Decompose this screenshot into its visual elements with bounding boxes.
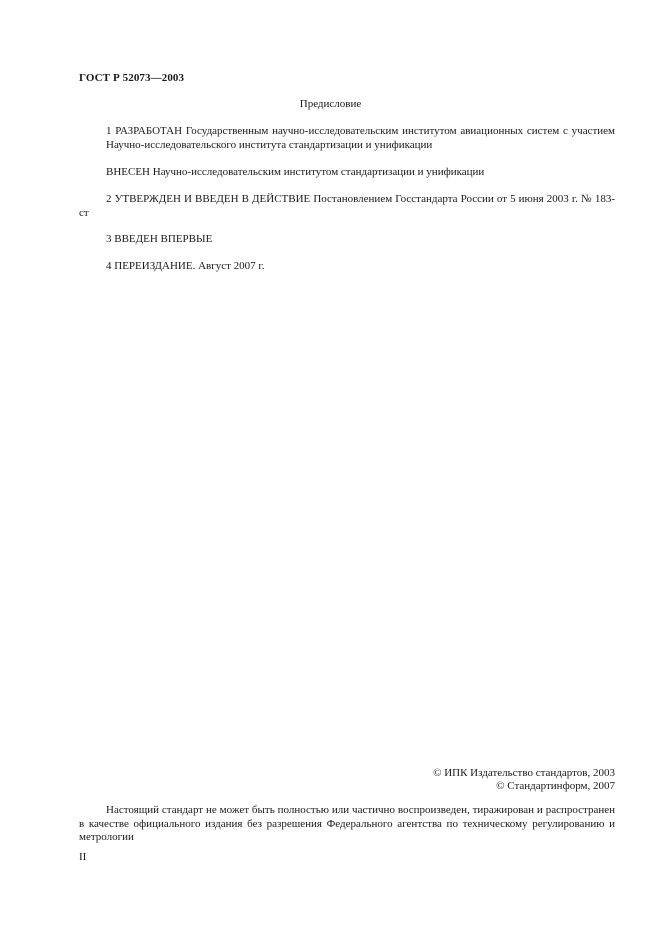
paragraph-developed: 1 РАЗРАБОТАН Государственным научно-исследовательским институтом авиационных систем с участием Научно-исследовательского института стандартизации и унификации xyxy=(106,125,615,151)
paragraph-first-introduced: 3 ВВЕДЕН ВПЕРВЫЕ xyxy=(106,233,213,245)
paragraph-reissue: 4 ПЕРЕИЗДАНИЕ. Август 2007 г. xyxy=(106,260,265,272)
paragraph-introduced: ВНЕСЕН Научно-исследовательским институтом стандартизации и унификации xyxy=(106,166,485,178)
paragraph-approved: 2 УТВЕРЖДЕН И ВВЕДЕН В ДЕЙСТВИЕ Постановлением Госстандарта России от 5 июня 2003 г. № 183-ст xyxy=(79,193,615,219)
page-number: II xyxy=(79,851,87,863)
standard-code-header: ГОСТ Р 52073—2003 xyxy=(79,72,185,84)
reproduction-notice: Настоящий стандарт не может быть полностью или частично воспроизведен, тиражирован и распространен в качестве официального издания без разрешения Федерального агентства по техническому регулированию и метрологии xyxy=(79,804,615,843)
copyright-line-2: © Стандартинформ, 2007 xyxy=(496,780,615,792)
section-title: Предисловие xyxy=(299,98,362,110)
copyright-block xyxy=(433,767,615,793)
copyright-line-1: © ИПК Издательство стандартов, 2003 xyxy=(433,767,615,779)
